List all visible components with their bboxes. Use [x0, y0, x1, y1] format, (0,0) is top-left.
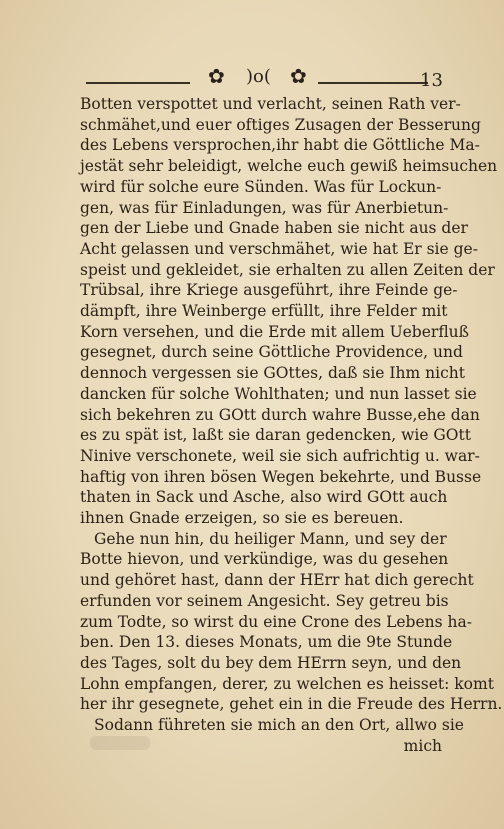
- text-line: wird für solche eure Sünden. Was für Lockun-: [80, 177, 442, 196]
- flower-ornament-icon: ✿: [290, 64, 307, 88]
- text-line: Sodann führeten sie mich an den Ort, allwo sie: [94, 716, 464, 735]
- text-line: ihnen Gnade erzeigen, so sie es bereuen.: [80, 509, 404, 528]
- text-line: ben. Den 13. dieses Monats, um die 9te Stunde: [80, 633, 453, 652]
- text-line: und gehöret hast, dann der HErr hat dich gerecht: [80, 571, 474, 590]
- text-line: des Tages, solt du bey dem HErrn seyn, und den: [80, 653, 462, 672]
- text-line: gen, was für Einladungen, was für Anerbietun-: [80, 198, 449, 217]
- header-rule-left: [86, 82, 190, 84]
- text-line: dancken für solche Wohlthaten; und nun lasset sie: [80, 384, 477, 403]
- text-line: erfunden vor seinem Angesicht. Sey getreu bis: [80, 591, 449, 610]
- text-line: schmähet,und euer oftiges Zusagen der Besserung: [80, 115, 481, 134]
- text-line: gesegnet, durch seine Göttliche Providence, und: [80, 343, 463, 362]
- text-line: Lohn empfangen, derer, zu welchen es heisset: komt: [80, 674, 494, 693]
- page-header: [86, 62, 436, 90]
- text-line: des Lebens versprochen,ihr habt die Göttliche Ma-: [80, 136, 480, 155]
- body-text: [80, 94, 503, 757]
- text-line: Ninive verschonete, weil sie sich aufrichtig u. war-: [80, 446, 480, 465]
- text-line: Korn versehen, und die Erde mit allem Ueberfluß: [80, 322, 469, 341]
- page-number: 13: [420, 70, 443, 91]
- text-line: Botte hievon, und verkündige, was du gesehen: [80, 550, 449, 569]
- center-ornament-icon: )o(: [246, 66, 271, 87]
- paper-stain: [90, 736, 150, 750]
- text-line: Acht gelassen und verschmähet, wie hat Er sie ge-: [80, 239, 478, 258]
- text-line: gen der Liebe und Gnade haben sie nicht aus der: [80, 219, 468, 238]
- text-line: Trübsal, ihre Kriege ausgeführt, ihre Feinde ge-: [80, 281, 458, 300]
- text-line: sich bekehren zu GOtt durch wahre Busse,ehe dan: [80, 405, 480, 424]
- text-line: haftig von ihren bösen Wegen bekehrte, und Busse: [80, 467, 482, 486]
- text-line: speist und gekleidet, sie erhalten zu allen Zeiten der: [80, 260, 495, 279]
- text-line: es zu spät ist, laßt sie daran gedencken, wie GOtt: [80, 426, 471, 445]
- text-line: Gehe nun hin, du heiliger Mann, und sey der: [94, 529, 447, 548]
- text-line: her ihr gesegnete, gehet ein in die Freude des Herrn.: [80, 695, 503, 714]
- text-line: dämpft, ihre Weinberge erfüllt, ihre Felder mit: [80, 302, 448, 321]
- header-rule-right: [318, 82, 428, 84]
- text-line: zum Todte, so wirst du eine Crone des Lebens ha-: [80, 612, 472, 631]
- catchword: mich: [403, 736, 442, 755]
- text-line: jestät sehr beleidigt, welche euch gewiß heimsuchen: [80, 157, 498, 176]
- text-line: Botten verspottet und verlacht, seinen Rath ver-: [80, 95, 461, 113]
- text-line: dennoch vergessen sie GOttes, daß sie Ihm nicht: [80, 364, 465, 383]
- flower-ornament-icon: ✿: [208, 64, 225, 88]
- text-line: thaten in Sack und Asche, also wird GOtt auch: [80, 488, 448, 507]
